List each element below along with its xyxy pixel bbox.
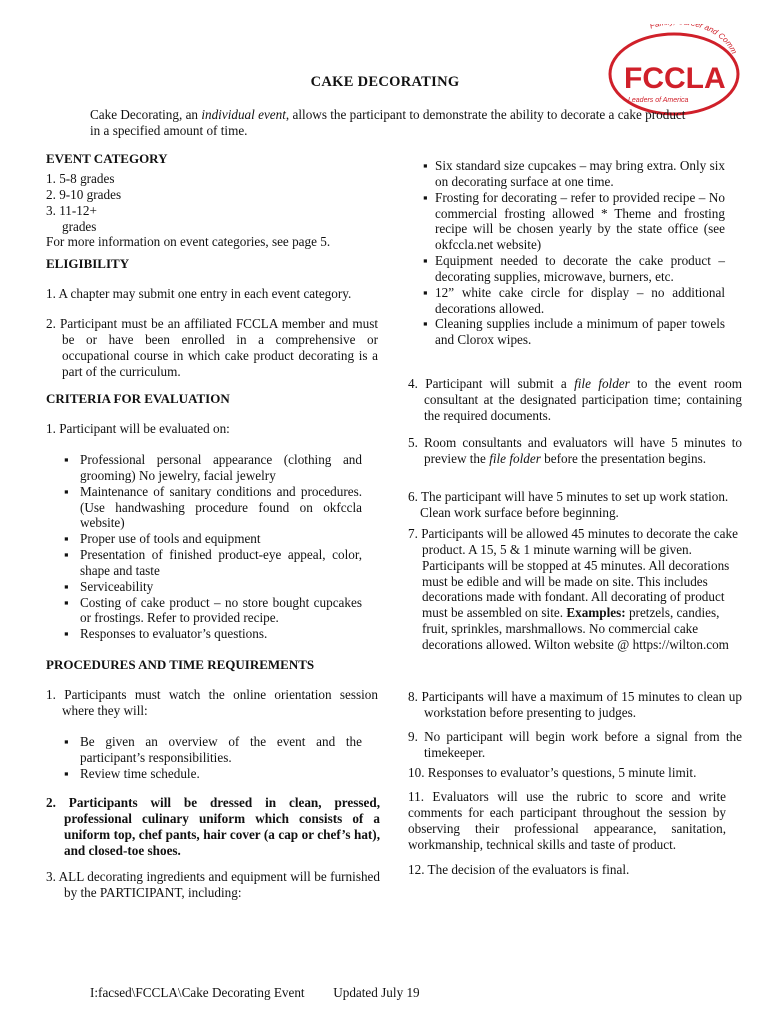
participant-supplies-bullets xyxy=(421,158,725,348)
procedures-item-1: 1. Participants must watch the online orientation session where they will: xyxy=(46,687,378,718)
item7-text-a: 7. Participants will be allowed 45 minutes to decorate the cake product. A 15, 5 & 1 minute warning will be given. Participants will be stopped at 45 minutes. All decorations must be edible and will be made on site. This includes decorations made with fondant. All decorating of product must be assembled on site. xyxy=(408,526,738,621)
category-item: 3. 11-12+ xyxy=(46,202,97,218)
event-category-heading: EVENT CATEGORY xyxy=(46,151,168,166)
category-grades-word: grades xyxy=(62,218,97,234)
item7-text-b: pretzels, candies, fruit, sprinkles, marshmallows. No commercial cake decorations allowed. Wilton website @ https://wilton.com xyxy=(422,605,729,652)
criteria-heading: CRITERIA FOR EVALUATION xyxy=(46,391,230,406)
eligibility-heading: ELIGIBILITY xyxy=(46,256,130,271)
procedure-item-10: 10. Responses to evaluator’s questions, 5 minute limit. xyxy=(408,765,697,780)
criteria-bullet: ▪ Costing of cake product – no store bought cupcakes or frostings. Refer to provided recipe. xyxy=(62,595,362,627)
procedures-heading: PROCEDURES AND TIME REQUIREMENTS xyxy=(46,657,315,672)
supply-bullet: ▪ Six standard size cupcakes – may bring extra. Only six on decorating surface at one time. xyxy=(421,158,725,190)
item4-text-b: to the event room consultant at the designated participation time; containing the required documents. xyxy=(424,376,743,423)
category-item: 2. 9-10 grades xyxy=(46,186,122,202)
category-note: For more information on event categories, see page 5. xyxy=(46,234,331,250)
procedures-bullet: ▪ Be given an overview of the event and the participant’s responsibilities. xyxy=(62,734,362,766)
procedure-item-4 xyxy=(408,376,742,424)
supply-bullet: ▪ Frosting for decorating – refer to provided recipe – No commercial frosting allowed * Theme and frosting recipe will be chosen yearly by the state office (see okfccla.net website) xyxy=(421,190,725,253)
footer-updated: Updated July 19 xyxy=(333,985,420,1000)
criteria-bullet: ▪ Maintenance of sanitary conditions and procedures. (Use handwashing procedure found on okfccla website) xyxy=(62,484,362,532)
svg-text:Family, Career and Community xyxy=(604,24,739,56)
logo-arc-top: Fa er and Comm xyxy=(648,24,739,56)
supply-bullet: ▪ Cleaning supplies include a minimum of paper towels and Clorox wipes. xyxy=(421,316,725,348)
procedure-item-6: 6. The participant will have 5 minutes to set up work station. Clean work surface before beginning. xyxy=(408,489,729,520)
item5-text-b: before the presentation begins. xyxy=(540,450,706,466)
procedure-item-11: 11. Evaluators will use the rubric to score and write comments for each participant throughout the session by observing their professional appearance, sanitation, workmanship, technical skills and taste of product. xyxy=(408,789,726,852)
criteria-bullet: ▪ Serviceability xyxy=(62,579,362,595)
item5-text-a: 5. Room consultants and evaluators will have 5 minutes to preview the xyxy=(408,435,742,466)
procedures-bullet: ▪ Review time schedule. xyxy=(62,766,362,782)
category-item: 1. 5-8 grades xyxy=(46,171,115,186)
procedure-item-12: 12. The decision of the evaluators is final. xyxy=(408,862,630,877)
intro-paragraph xyxy=(90,107,690,139)
item4-emphasis: file folder xyxy=(574,376,630,391)
footer-file-path: I:facsed\FCCLA\Cake Decorating Event xyxy=(90,985,305,1000)
item5-emphasis: file folder xyxy=(489,450,541,466)
criteria-bullet: ▪ Professional personal appearance (clothing and grooming) No jewelry, facial jewelry xyxy=(62,452,362,484)
procedure-item-7 xyxy=(408,526,740,653)
item4-text-a: 4. Participant will submit a xyxy=(408,376,575,391)
item7-bold: Examples: xyxy=(566,605,626,621)
logo-arc-bottom: Leaders of America xyxy=(628,97,689,104)
procedures-bullets xyxy=(62,734,362,782)
eligibility-item-1: 1. A chapter may submit one entry in each event category. xyxy=(46,286,352,301)
procedure-item-8: 8. Participants will have a maximum of 15 minutes to clean up workstation before presenting to judges. xyxy=(408,689,742,720)
procedure-item-9: 9. No participant will begin work before a signal from the timekeeper. xyxy=(408,729,742,760)
criteria-item-1: 1. Participant will be evaluated on: xyxy=(46,421,230,436)
criteria-bullet: ▪ Presentation of finished product-eye appeal, color, shape and taste xyxy=(62,547,362,579)
page-title: CAKE DECORATING xyxy=(310,74,460,90)
logo-text: FCCLA xyxy=(624,62,726,95)
page-footer xyxy=(90,985,420,1001)
intro-line-2: in a specified amount of time. xyxy=(90,122,248,138)
intro-text-a: Cake Decorating, an xyxy=(90,107,202,122)
procedures-item-2: 2. Participants will be dressed in clean, pressed, professional culinary uniform which consists of a uniform top, chef pants, hair cover (a cap or chef’s hat), and closed-toe shoes. xyxy=(46,795,380,858)
criteria-bullets xyxy=(62,452,362,642)
supply-bullet: ▪ 12” white cake circle for display – no additional decorations allowed. xyxy=(421,285,725,317)
procedure-item-5 xyxy=(408,435,742,467)
eligibility-item-2: 2. Participant must be an affiliated FCCLA member and must be or have been enrolled in a comprehensive or occupational course in which cake product decorating is a part of the curriculum. xyxy=(46,316,378,379)
fccla-logo xyxy=(604,24,740,116)
supply-bullet: ▪ Equipment needed to decorate the cake product – decorating supplies, microwave, burners, etc. xyxy=(421,253,725,285)
intro-emphasis: individual event xyxy=(201,107,286,122)
intro-text-b: , allows the participant to demonstrate the ability to decorate a cake product xyxy=(285,107,686,122)
procedures-item-3: 3. ALL decorating ingredients and equipment will be furnished by the PARTICIPANT, including: xyxy=(46,869,380,900)
event-category-list xyxy=(46,171,330,250)
criteria-bullet: ▪ Responses to evaluator’s questions. xyxy=(62,626,362,642)
criteria-bullet: ▪ Proper use of tools and equipment xyxy=(62,531,362,547)
